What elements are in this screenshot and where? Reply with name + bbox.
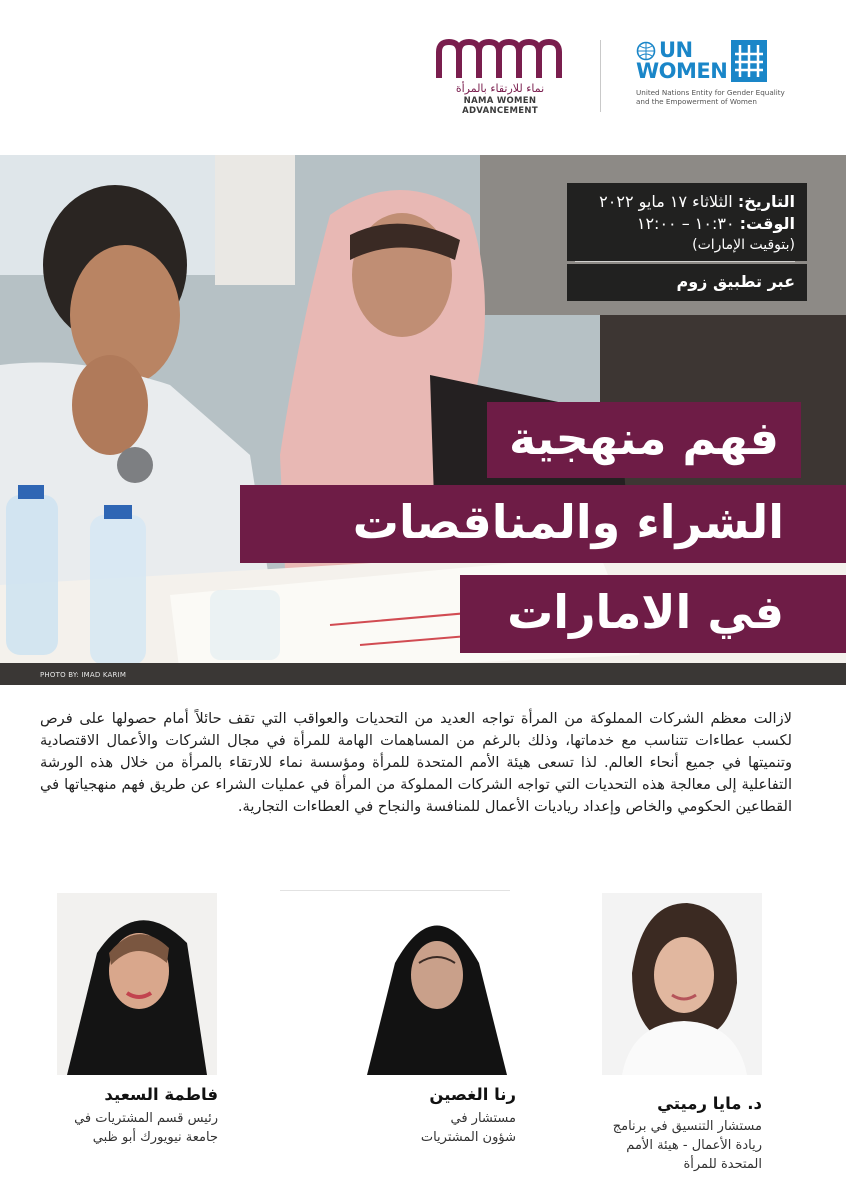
speaker-3-photo: [602, 893, 762, 1075]
event-platform: عبر تطبيق زوم: [567, 264, 807, 301]
unwomen-subtitle-line1: United Nations Entity for Gender Equality: [636, 88, 785, 97]
event-info-box: [567, 183, 807, 301]
un-globe-icon: [636, 41, 656, 61]
nama-logo: [425, 38, 575, 118]
speaker-2-portrait: [357, 893, 517, 1075]
nama-english-name: NAMA WOMEN ADVANCEMENT: [462, 96, 538, 116]
unwomen-line1: UN: [659, 38, 693, 62]
info-separator: [575, 261, 795, 262]
speaker-3-role-line1: مستشار التنسيق في برنامج: [612, 1119, 762, 1134]
speaker-2-role-line1: مستشار في: [450, 1111, 516, 1126]
speaker-2-role-line2: شؤون المشتريات: [420, 1130, 516, 1145]
photo-credit: PHOTO BY: IMAD KARIM: [40, 671, 127, 679]
unwomen-wordmark: [636, 40, 727, 82]
nama-arabic-name: نماء للارتقاء بالمرأة: [455, 82, 545, 95]
title-line-1: فهم منهجية: [487, 402, 801, 478]
speaker-1-photo: [57, 893, 217, 1075]
speaker-1-role-line2: جامعة نيويورك أبو ظبي: [92, 1130, 218, 1145]
unwomen-logo: [636, 38, 806, 118]
speaker-1-role: [18, 1109, 218, 1147]
speaker-2-photo: [357, 893, 517, 1075]
logo-divider: [600, 40, 601, 112]
event-date-row: [575, 191, 795, 213]
header: [0, 0, 846, 155]
time-label: الوقت:: [739, 214, 795, 233]
speaker-3-name: د. مايا رميتي: [657, 1094, 762, 1113]
unwomen-equality-icon: [731, 40, 767, 82]
speaker-3-role: [562, 1117, 762, 1174]
date-label: التاريخ:: [737, 192, 795, 211]
timezone-note: (بتوقيت الإمارات): [692, 237, 795, 253]
speaker-1-role-line1: رئيس قسم المشتريات في: [74, 1111, 218, 1126]
event-time-row: [575, 213, 795, 235]
title-line-2: الشراء والمناقصات: [240, 485, 846, 563]
date-value: الثلاثاء ١٧ مايو ٢٠٢٢: [599, 192, 733, 211]
unwomen-line2: WOMEN: [636, 59, 728, 83]
hero-photo-section: [0, 155, 846, 685]
speaker-1-name: فاطمة السعيد: [104, 1085, 218, 1104]
time-value: ١٠:٣٠ – ١٢:٠٠: [636, 214, 735, 233]
unwomen-subtitle-line2: and the Empowerment of Women: [636, 97, 757, 106]
speaker-3-role-line3: المتحدة للمرأة: [683, 1157, 762, 1172]
title-line-3: في الامارات: [460, 575, 846, 653]
speaker-3-portrait: [602, 893, 762, 1075]
speaker-2-role: [316, 1109, 516, 1147]
speaker-3-role-line2: ريادة الأعمال - هيئة الأمم: [626, 1138, 762, 1153]
nama-logo-mark: [435, 38, 565, 80]
event-description: لازالت معظم الشركات المملوكة من المرأة تواجه العديد من التحديات والعواقب التي تقف حائلاً أمام حصولها على فرص لكسب عطاءات تتناسب مع خدماتها، وذلك بالرغم من المساهمات الهامة للمرأة في مجال الشركات والأعمال الاقتصادية وتنميتها في جميع أنحاء العالم. لذا تسعى هيئة الأمم المتحدة للمرأة ومؤسسة نماء للارتقاء بالمرأة من خلال هذه الورشة التفاعلية إلى معالجة هذه التحديات التي تواجه الشركات المملوكة من المرأة في عمليات الشراء عن طريق فهم منهجياتها في القطاعين الحكومي والخاص وإعداد رياديات الأعمال للمنافسة والنجاح في العطاءات التجارية.: [40, 710, 792, 815]
speaker-1-portrait: [57, 893, 217, 1075]
speaker-2-name: رنا الغصين: [429, 1085, 516, 1104]
section-divider: [280, 890, 510, 891]
